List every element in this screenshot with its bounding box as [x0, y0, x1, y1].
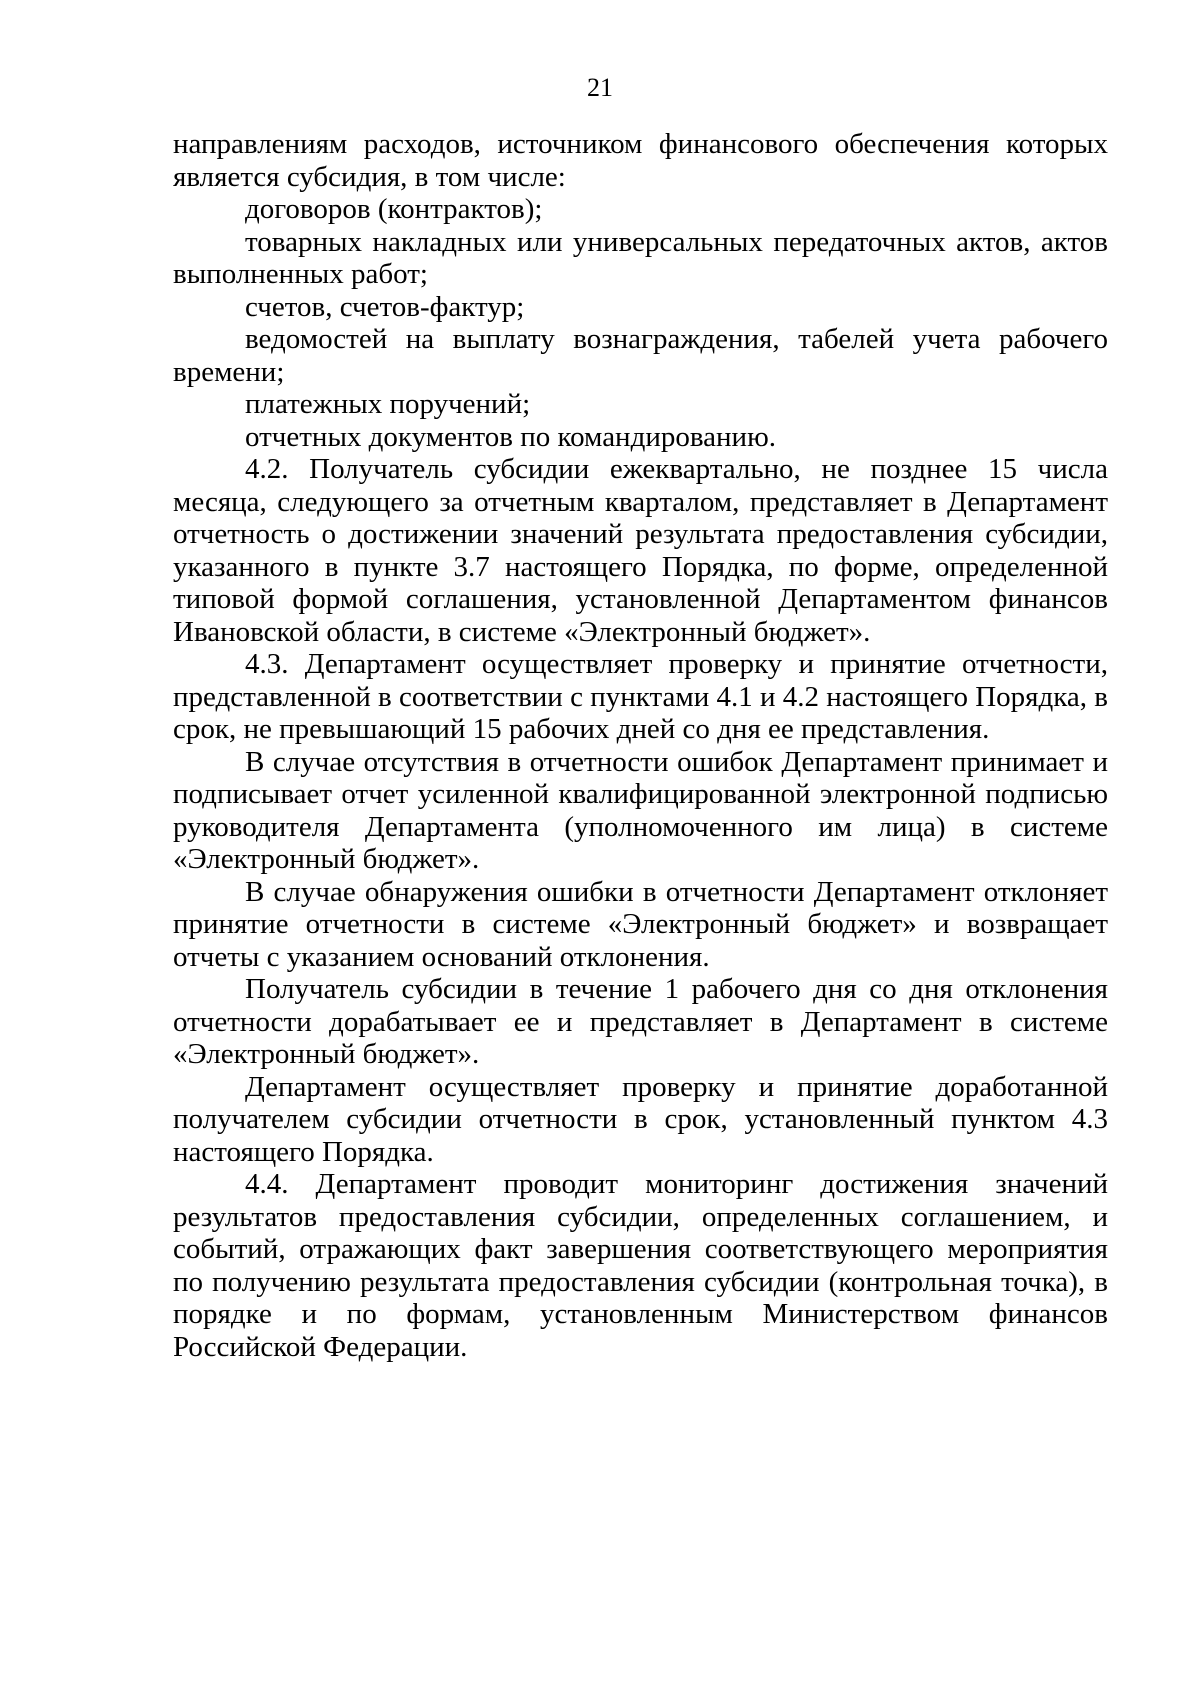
page-number: 21 [587, 73, 613, 102]
list-item-statements: ведомостей на выплату вознаграждения, табелей учета рабочего времени; [173, 323, 1108, 388]
list-item-payment-orders: платежных поручений; [245, 388, 531, 420]
paragraph-no-errors: В случае отсутствия в отчетности ошибок Департамент принимает и подписывает отчет усиленной квалифицированной электронной подписью руководителя Департамента (уполномоченного им лица) в системе «Электронный бюджет». [173, 745, 1108, 875]
list-item-contracts: договоров (контрактов); [245, 193, 543, 225]
list-item-invoices-acts: товарных накладных или универсальных передаточных актов, актов выполненных работ; [173, 225, 1108, 290]
document-body [173, 128, 1108, 1363]
section-4-2: 4.2. Получатель субсидии ежеквартально, не позднее 15 числа месяца, следующего за отчетным кварталом, представляет в Департамент отчетность о достижении значений результата предоставления субсидии, указанного в пункте 3.7 настоящего Порядка, по форме, определенной типовой формой соглашения, установленной Департаментом финансов Ивановской области, в системе «Электронный бюджет». [173, 453, 1108, 648]
list-item-accounts: счетов, счетов-фактур; [245, 290, 525, 323]
paragraph-continuation: направлениям расходов, источником финансового обеспечения которых является субсидия, в том числе: [173, 128, 1108, 193]
paragraph-rework: Получатель субсидии в течение 1 рабочего дня со дня отклонения отчетности дорабатывает ее и представляет в Департамент в системе «Электронный бюджет». [173, 973, 1108, 1070]
paragraph-recheck: Департамент осуществляет проверку и принятие доработанной получателем субсидии отчетности в срок, установленный пунктом 4.3 настоящего Порядка. [173, 1070, 1108, 1168]
section-4-4: 4.4. Департамент проводит мониторинг достижения значений результатов предоставления субсидии, определенных соглашением, и событий, отражающих факт завершения соответствующего мероприятия по получению результата предоставления субсидии (контрольная точка), в порядке и по формам, установленным Министерством финансов Российской Федерации. [173, 1168, 1108, 1363]
paragraph-errors-found: В случае обнаружения ошибки в отчетности Департамент отклоняет принятие отчетности в системе «Электронный бюджет» и возвращает отчеты с указанием оснований отклонения. [173, 875, 1108, 973]
list-item-travel-documents: отчетных документов по командированию. [245, 420, 776, 453]
section-4-3: 4.3. Департамент осуществляет проверку и принятие отчетности, представленной в соответствии с пунктами 4.1 и 4.2 настоящего Порядка, в срок, не превышающий 15 рабочих дней со дня ее представления. [173, 648, 1108, 745]
